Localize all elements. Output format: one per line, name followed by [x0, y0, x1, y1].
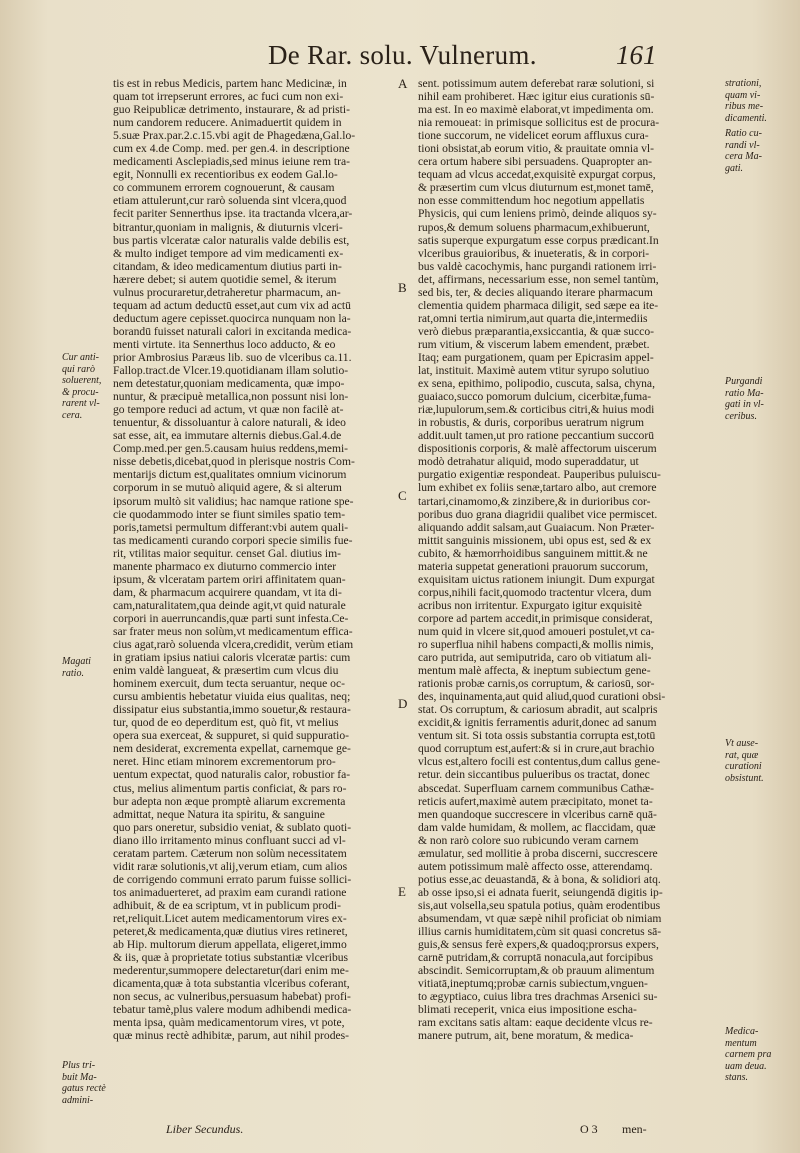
margin-note-right-5	[725, 1026, 771, 1084]
text-line: verò diebus præparantia,exsiccantia, & quæ succo-	[418, 324, 654, 338]
margin-note-line: gatus rectè	[62, 1083, 106, 1094]
margin-note-line: rarent vl-	[62, 398, 100, 409]
text-line: abscedat. Superfluam carnem communibus Cathæ-	[418, 781, 654, 795]
text-line: nihil eam prohiberet. Hæc igitur eius curationis sū-	[418, 90, 655, 104]
text-line: bus valdè cacochymis, hanc purgandi rationem irri-	[418, 259, 657, 273]
text-line: in gratiam ipsius natiui caloris vlceratæ partis: cum	[113, 651, 351, 665]
text-line: rat,omni tertia nimirum,aut quarta die,intermediis	[418, 311, 648, 325]
text-line: modò detrahatur aliquid, modo superaddatur, ut	[418, 455, 639, 469]
text-line: etiam attulerunt,cur rarò soluenda sint vlcera,quod	[113, 194, 347, 208]
text-line: materia suppetat generationi prauorum succorum,	[418, 559, 649, 573]
text-line: neret. Hinc etiam minorem excrementorum pro-	[113, 755, 336, 769]
running-title: De Rar. solu. Vulnerum.	[268, 40, 537, 70]
text-line: & præsertim cum vlcus diuturnum est,monet tamē,	[418, 181, 654, 195]
margin-note-line: gati.	[725, 162, 744, 174]
text-line: cursu ambientis hebetatur viuida eius qualitas, neq;	[113, 690, 351, 704]
text-line: nia remoueat: in primisque sollicitus est de procura-	[418, 116, 660, 130]
text-line: riæ,lupulorum,sem.& corticibus citri,& huius modi	[418, 403, 655, 417]
text-line: cum ex 4.de Comp. med. per gen.4. in descriptione	[113, 142, 350, 156]
text-line: ma est. In eo maximè elaborat,vt impedimenta om.	[418, 103, 654, 117]
text-line: autem potissimum malè affecto osse, atterendamq.	[418, 859, 653, 873]
text-line: tas medicamenti curando corpori specie similis fue-	[113, 533, 353, 547]
text-line: prior Ambrosius Paræus lib. suo de vlceribus ca.11.	[113, 350, 352, 364]
margin-note-line: gati in vl-	[725, 399, 764, 410]
text-line: ret,reliquit.Licet autem medicamentorum vires ex-	[113, 912, 347, 925]
text-line: guo Reipublicæ detrimento, instaurare, & ad pristi-	[113, 103, 350, 117]
text-line: corpori in auerruncandis,quæ parti sunt infesta.Ce-	[113, 611, 349, 625]
text-line: retur. dein siccantibus pulueribus os tractat, donec	[418, 768, 650, 782]
left-text-column	[113, 77, 398, 1042]
text-line: tis est in rebus Medicis, partem hanc Medicinæ, in	[113, 77, 347, 90]
text-line: poris,tametsi permultum differant:vbi autem quali-	[113, 520, 349, 534]
text-line: absumendam, vt quæ sæpè nihil proficiat ob nimiam	[418, 912, 662, 925]
text-line: rupos,& demum soluens pharmacum,exhibuerunt,	[418, 220, 650, 234]
margin-note-line: Purgandi	[725, 376, 763, 387]
text-line: cam,naturalitatem,qua deinde agit,vt quid naturale	[113, 598, 346, 612]
text-line: abscindit. Semicorruptam,& ob prauum alimentum	[418, 964, 655, 978]
text-line: hominem exercuit, dum tecta seruantur, neque oc-	[113, 677, 345, 691]
text-line: dicamenta,quæ à tota substantia vlceribus coferant,	[113, 977, 350, 991]
margin-note-line: Magati	[62, 656, 91, 667]
margin-note-line: ceribus.	[725, 410, 757, 422]
text-line: in robustis, & duris, corporibus ueratrum nigrum	[418, 416, 645, 430]
text-line: go tempore reduci ad actum, vt quæ non facilè at-	[113, 403, 344, 417]
text-line: Physicis, qui cum leniens primò, deinde aliquos sy-	[418, 207, 657, 221]
text-line: tequam ad vlcus accedat,exquisitè expurgat corpus,	[418, 168, 656, 182]
margin-note-right-4	[725, 738, 764, 784]
margin-note-line: Cur anti-	[62, 352, 99, 363]
margin-note-line: admini-	[62, 1094, 94, 1106]
text-line: carnē putridam,& corruptā nonacula,aut forcipibus	[418, 951, 654, 965]
text-line: bus partis vlceratæ calor naturalis valde debilis est,	[113, 233, 350, 247]
text-line: vlcus est,altero focili est contentus,dum callus gene-	[418, 755, 661, 769]
text-line: Comp.med.per gen.5.causam huius reddens,memi-	[113, 442, 349, 456]
text-line: bitrantur,quoniam in malignis, & diuturnis vlceri-	[113, 220, 343, 234]
margin-note-left-2	[62, 656, 91, 679]
text-line: de corrigendo communi errato parum fuisse sollici-	[113, 872, 352, 886]
text-line: sent. potissimum autem deferebat raræ solutioni, si	[418, 77, 655, 90]
text-line: tur, quod de eo deperditum est, quò fit, vt melius	[113, 716, 339, 730]
text-line: Itaq; eam purgationem, quam per Epicrasim appel-	[418, 350, 654, 364]
text-line: corporum in se mutuò aliquid agere, & si alterum	[113, 481, 342, 495]
text-line: blimati receperit, vnica eius impositione escha-	[418, 1003, 637, 1017]
text-line: tenuentur, & dissoluantur à calore naturali, & ideo	[113, 416, 346, 430]
text-line: menta ipsa, quàm medicamentorum vires, vt pote,	[113, 1016, 345, 1030]
text-line: diano illo irritamento minus confluant succi ad vl-	[113, 833, 346, 847]
text-line: guaiaco,succo pomorum dulcium, cicerbitæ,fuma-	[418, 390, 652, 404]
catchword: men-	[622, 1122, 647, 1136]
text-line: cius agat,rarò soluenda vlcera,credidit, verùm etiam	[113, 638, 354, 652]
text-line: men quandoque succrescere in vlceribus carnē quā-	[418, 807, 657, 821]
text-line: peteret,& medicamenta,quæ diutius vires retineret,	[113, 925, 348, 939]
text-line: ipsorum multò sit validius; hac namque ratione spe-	[113, 494, 354, 508]
text-line: non esse committendum hoc negotium appellatis	[418, 194, 645, 208]
text-line: nuntur, & præcipuè metallica,non possunt nisi lon-	[113, 390, 349, 404]
margin-note-line: Plus tri-	[62, 1060, 96, 1071]
margin-note-line: qui rarò	[62, 363, 96, 375]
signature-mark: O 3	[580, 1122, 598, 1136]
margin-note-line: ribus me-	[725, 101, 764, 112]
text-line: aliquando addit salsam,aut Guaiacum. Non Præter-	[418, 520, 655, 534]
text-line: caro putrida, aut semiputrida, caro ob vitiatum ali-	[418, 651, 652, 665]
text-line: rationis probæ carnis,os corruptum, & cariosū, sor-	[418, 677, 655, 691]
text-line: enim valdè langueat, & præsertim cum vlcus diu	[113, 664, 339, 678]
text-line: rit, vtilitas maior sequitur. censet Gal. diutius im-	[113, 546, 341, 560]
text-line: vlceribus grauioribus, & inueteratis, & in corpori-	[418, 246, 650, 260]
text-line: & iis, quæ à proprietate totius substantiæ vlceribus	[113, 951, 349, 965]
text-line: medicamenti Asclepiadis,sed minus ieiune rem tra-	[113, 155, 350, 169]
text-line: & non rarò colore suo rubicundo veram carnem	[418, 833, 639, 847]
text-line: dam, & pharmacum acquirere quandam, vt ita di-	[113, 585, 342, 599]
text-line: quam tot irrepserunt errores, ac fuci cum non exi-	[113, 90, 344, 104]
margin-note-line: rat, quæ	[725, 749, 759, 761]
text-line: lat, instituit. Maximè autem vtitur syrupo solutiuo	[418, 364, 650, 378]
margin-note-line: dicamenti.	[725, 112, 767, 124]
section-letter-b: B	[398, 280, 407, 295]
margin-note-line: uam deua.	[725, 1060, 767, 1072]
text-line: citandam, & ideo medicamentum diutius parti in-	[113, 259, 342, 273]
text-line: lum exhibet ex foliis senæ,tartaro albo, aut cremore	[418, 481, 657, 495]
text-line: tioni obsistat,ab eorum vitio, & prauitate omnia vl-	[418, 142, 655, 156]
text-line: dissipatur eius substantia,immo souetur,& restaura-	[113, 703, 351, 717]
text-line: hærere debet; si autem quotidie semel, & iterum	[113, 272, 337, 286]
margin-note-line: ratio.	[62, 667, 84, 679]
margin-note-line: & procu-	[62, 386, 99, 398]
text-line: reticis aufert,maximè autem præcipitato, monet ta-	[418, 794, 653, 808]
text-line: excidit,& ignitis ferramentis adurit,donec ad sanum	[418, 716, 657, 730]
text-line: cie quodammodo inter se fiunt similes spatio tem-	[113, 507, 346, 521]
text-line: num candorem reducere. Animaduertit quidem in	[113, 116, 342, 130]
text-line: ipsum, & vlceratam partem oriri affinitatem quan-	[113, 572, 346, 586]
text-line: num quid in vlcere sit,quod amoueri postulet,vt ca-	[418, 624, 655, 638]
text-line: ceratam partem. Cæterum non solùm necessitatem	[113, 846, 347, 860]
text-line: to ægyptiaco, cuius libra tres drachmas Arsenici su-	[418, 990, 658, 1004]
text-line: des, inquinamenta,aut quid aliud,quod curationi obsi-	[418, 690, 666, 704]
margin-note-line: carnem pra	[725, 1049, 772, 1060]
text-line: potius esse,ac deuastandā, & à bona, & solidiori atq.	[418, 872, 661, 886]
text-line: nem desiderat, excrementa expellat, carnemque ge-	[113, 742, 351, 756]
text-line: dam valde humidam, & mollem, ac flaccidam, quæ	[418, 820, 656, 834]
text-line: acribus non irritentur. Expurgato igitur exquisitè	[418, 598, 642, 612]
text-line: ro superflua nihil habens compacti,& mollis nimis,	[418, 638, 654, 652]
text-line: mentum malè affecta, & ineptum subiectum gene-	[418, 664, 651, 678]
section-letter-d: D	[398, 696, 408, 711]
text-line: sis,aut volsella,seu spatula potius, quàm erodentibus	[418, 898, 661, 912]
text-line: cera ortum habere sibi persuadens. Quapropter an-	[418, 155, 653, 169]
text-line: sat esse, ait, ea immutare alternis diebus.Gal.4.de	[113, 429, 342, 443]
text-line: poribus duo grana diagridii qualibet vice permiscet.	[418, 507, 658, 521]
text-line: illius carnis humiditatem,cùm sit quasi concretus sā-	[418, 925, 662, 939]
margin-note-line: quam vi-	[725, 89, 761, 101]
text-line: addit.uult tamen,ut pro ratione peccantium succorū	[418, 429, 654, 443]
text-line: satis superque expurgatum esse corpus prædicant.In	[418, 233, 659, 247]
text-line: purgatio exigentiæ respondeat. Pauperibus puluiscu-	[418, 468, 661, 482]
margin-note-line: stans.	[725, 1072, 749, 1083]
section-letter-e: E	[398, 884, 406, 899]
margin-note-line: strationi,	[725, 78, 762, 89]
section-letter-a: A	[398, 76, 408, 91]
text-line: & multo indiget tempore ad vim medicamenti ex-	[113, 246, 344, 260]
margin-note-line: buit Ma-	[62, 1071, 97, 1083]
margin-note-left-3	[62, 1060, 106, 1106]
margin-note-line: soluerent,	[62, 375, 102, 386]
text-line: 5.suæ Prax.par.2.c.15.vbi agit de Phagedæna,Gal.lo-	[113, 129, 356, 143]
text-line: cubito, & hæmorrhoidibus sanguinem mittit.& ne	[418, 546, 648, 560]
text-line: opera sua exerceat, & suppuret, si quid suppuratio-	[113, 729, 349, 743]
margin-note-left-1	[62, 352, 101, 421]
margin-note-line: cera.	[62, 409, 83, 421]
text-line: ctus, melius alimentum partis conficiat, & pars ro-	[113, 781, 347, 795]
text-line: quod corruptum est,aufert:& si in crure,aut brachio	[418, 742, 655, 756]
text-line: æmulatur, sed mollitie à proba discerni, succrescere	[418, 846, 658, 860]
text-line: vulnus procuraretur,detraheretur pharmacum, an-	[113, 285, 341, 299]
text-line: stat. Os corruptum, & cariosum abradit, aut scalpris	[418, 703, 658, 717]
margin-note-line: randi vl-	[725, 139, 760, 151]
margin-note-line: obsistunt.	[725, 772, 764, 784]
text-line: menti virtute. ita Sennerthus loco adducto, & eo	[113, 337, 336, 351]
text-line: mentarijs dictum est,qualitates omnium vicinorum	[113, 468, 347, 482]
text-line: quo pars oneretur, subsidio veniat, & sublato quoti-	[113, 820, 352, 834]
book-label: Liber Secundus.	[166, 1122, 244, 1136]
text-line: exquisitam uictus rationem iniungit. Dum expurgat	[418, 572, 655, 586]
text-line: clementia quidem pharmaca diligit, sed sæpe ea ite-	[418, 298, 659, 312]
text-line: borandū fuisset naturali calori in excitanda medica-	[113, 324, 352, 338]
margin-note-line: mentum	[725, 1037, 757, 1049]
text-line: mederentur,summopere delectaretur(dari enim me-	[113, 964, 349, 978]
margin-note-line: Vt ause-	[725, 738, 759, 749]
margin-note-right-2	[725, 128, 762, 174]
text-line: quæ minus rectè adhibitæ, parum, aut nihil prodes-	[113, 1029, 350, 1043]
text-line: adhibuit, & de ea scriptum, vt in publicum prodi-	[113, 898, 341, 912]
margin-note-right-3	[725, 376, 764, 422]
text-line: nem detestatur,quoniam medicamenta, quæ impo-	[113, 377, 345, 391]
text-line: uentum expectat, quod naturalis calor, robustior fa-	[113, 768, 351, 782]
text-line: vitiatā,ineptumq;probæ carnis subiectum,vnguen-	[418, 977, 648, 991]
text-line: sar frater meus non solùm,vt medicamentum effica-	[113, 624, 353, 638]
text-line: deductum agere cepisset.quocirca nunquam non la-	[113, 311, 351, 325]
text-line: rum vitium, & viscerum labem emendent, præbet.	[418, 337, 650, 351]
text-line: tione succorum, ne videlicet eorum affluxus cura-	[418, 129, 649, 143]
text-line: Fallop.tract.de Vlcer.19.quotidianam illam solutio-	[113, 364, 349, 378]
margin-note-right-1	[725, 78, 767, 124]
text-line: ventum sit. Si tota ossis substantia corrupta est,totū	[418, 729, 656, 743]
text-line: bur adepta non æque promptè aliarum excrementa	[113, 794, 346, 808]
text-line: corpus,nihili facit,quomodo tractentur vlcera, dum	[418, 585, 652, 599]
page-number: 161	[616, 40, 657, 70]
text-line: tebatur tamè,plus valere modum adhibendi medica-	[113, 1003, 352, 1017]
text-line: guis,& sensus ferè expers,& quadoq;prorsus expers,	[418, 938, 659, 952]
text-line: tartari,cinamomo,& zinzibere,& in durioribus cor-	[418, 494, 651, 508]
text-line: sed bis, ter, & decies aliquando iterare pharmacum	[418, 285, 653, 299]
text-line: admittat, neque Natura ita spiritu, & sanguine	[113, 807, 325, 821]
text-line: manere putrum, ait, bene moratum, & medica-	[418, 1029, 634, 1043]
text-line: non secus, ac vulneribus,persuasum habebat) profi-	[113, 990, 351, 1004]
text-line: egit, Nonnulli ex recentioribus ex eodem Gal.lo-	[113, 168, 338, 182]
margin-note-line: curationi	[725, 761, 762, 772]
margin-note-line: Medica-	[725, 1026, 759, 1037]
text-line: dispositionis corporis, & malè affectorum uiscerum	[418, 442, 657, 456]
text-line: tequam ad actum deductū esset,aut cum vix ad actū	[113, 298, 351, 312]
margin-note-line: ratio Ma-	[725, 387, 764, 399]
text-line: mittit sanguinis missionem, ubi opus est, sed & ex	[418, 533, 652, 547]
text-line: nisse debetis,dicebat,quod in plerisque nostris Com-	[113, 455, 355, 469]
right-text-column	[418, 77, 718, 1042]
text-line: vidit raræ solutionis,vt alij,verum etiam, cum alios	[113, 859, 348, 873]
text-line: ab Hip. multorum dierum appellata, eligeret,immo	[113, 938, 347, 952]
text-line: det, affirmans, necessarium esse, non semel tantùm,	[418, 272, 659, 286]
margin-note-line: Ratio cu-	[725, 128, 762, 139]
text-line: manente pharmaco ex diuturno commercio inter	[113, 559, 337, 573]
text-line: tos animaduerteret, ad praxim eam curandi ratione	[113, 885, 347, 899]
text-line: corpore ad partem accedit,in primisque considerat,	[418, 611, 653, 625]
text-line: fecit pariter Sennerthus ipse. ita tractanda vlcera,ar-	[113, 207, 353, 221]
text-line: co communem errorem cognouerunt, & causam	[113, 181, 335, 195]
section-letter-c: C	[398, 488, 407, 503]
text-line: ex sena, epithimo, polipodio, cuscuta, salsa, chyna,	[418, 377, 655, 391]
margin-note-line: cera Ma-	[725, 151, 762, 162]
text-line: ab osse ipso,si ei adnata fuerit, seiungendā digitis ip-	[418, 885, 663, 899]
text-line: ram excitans satis altam: eaque decidente vlcus re-	[418, 1016, 653, 1030]
